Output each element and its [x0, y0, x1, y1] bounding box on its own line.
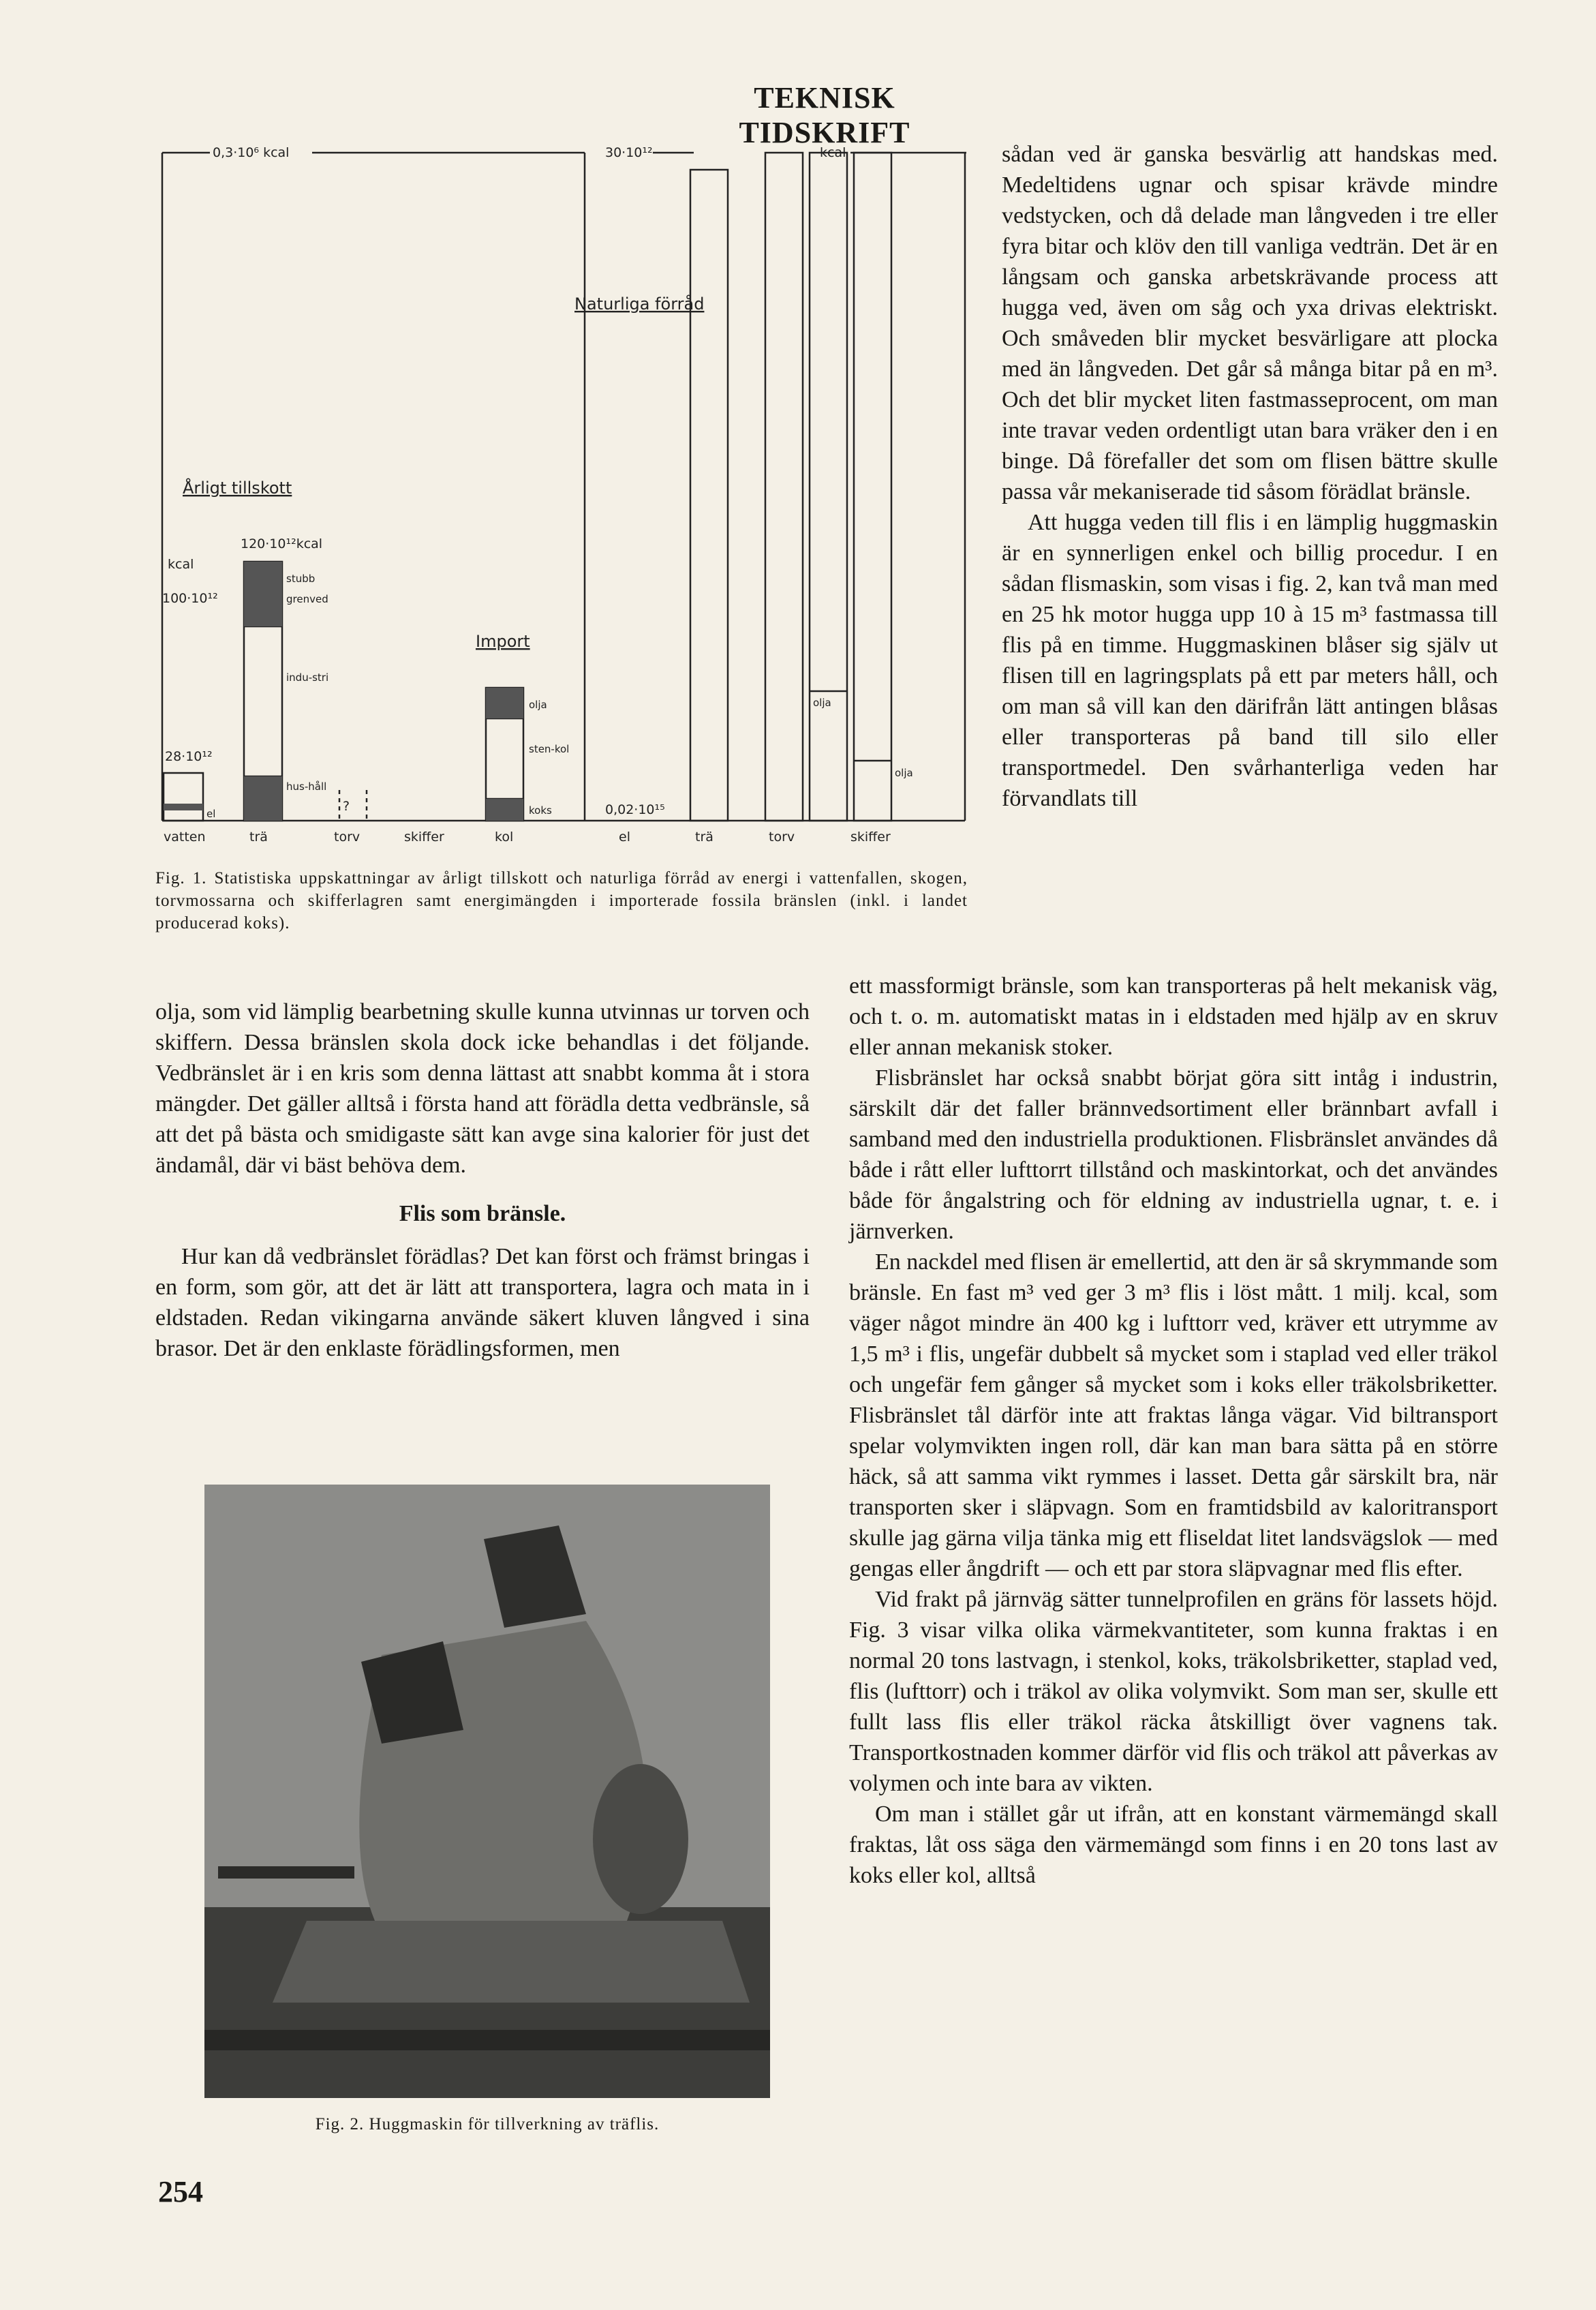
label-koks: koks: [529, 804, 552, 817]
label-grenved: grenved: [286, 593, 328, 605]
left-column: [155, 997, 810, 1364]
journal-header: TEKNISK TIDSKRIFT: [739, 81, 910, 149]
label-28: 28·10¹²: [165, 749, 213, 764]
paragraph: ett massformigt bränsle, som kan transporteras på helt mekanisk väg, och t. o. m. automatiskt matas in i eldstaden med hjälp av en skruv eller annan mekanisk stoker.: [849, 973, 1498, 1060]
section-heading: Flis som bränsle.: [399, 1201, 566, 1226]
label-top-mid: 30·10¹²: [605, 145, 653, 160]
figure-1-caption: Fig. 1. Statistiska uppskattningar av årligt tillskott och naturliga förråd av energi i vattenfallen, skogen, torvmossarna och skifferlagren samt energimängden i importerade fossila bränslen (inkl. i landet producerad koks).: [155, 869, 968, 932]
label-100: 100·10¹²: [162, 591, 218, 606]
paragraph: Om man i stället går ut ifrån, att en konstant värmemängd skall fraktas, låt oss säga den värmemängd som finns i en 20 tons last av koks eller kol, alltså: [849, 1802, 1498, 1888]
x-label: trä: [249, 830, 268, 845]
label-import: Import: [476, 632, 530, 651]
label-el-annual: el: [206, 808, 216, 820]
right-column-lower: [849, 971, 1498, 1891]
figure-1: [155, 139, 968, 862]
label-stubb: stubb: [286, 573, 316, 585]
x-label: skiffer: [404, 830, 444, 845]
label-annual: Årligt tillskott: [183, 478, 292, 498]
label-hushall: hus-håll: [286, 780, 327, 793]
paragraph: Att hugga veden till flis i en lämplig huggmaskin är en synnerligen enkel och billig procedur. I en sådan flismaskin, som visas i fig. 2, kan två man med en 25 hk motor hugga upp 10 à 15 m³ fastmassa till flis på en timme. Huggmaskinen blåser sig själv ut flisen till en lagringsplats på ett par meters håll, och om man så vill kan den därifrån lätt antingen blåsas eller transporteras på band till silo eller transportmedel. Den svårhanterliga veden har förvandlats till: [1002, 510, 1498, 811]
label-industri: indu-stri: [286, 671, 329, 684]
label-olja-skiffer: olja: [895, 767, 913, 779]
paragraph: Vid frakt på järnväg sätter tunnelprofilen en gräns för lassets höjd. Fig. 3 visar vilka olika värmekvantiteter, som kunna fraktas i en normal 20 tons lastvagn, i stenkol, koks, träkolsbriketter, staplad ved, flis (lufttorr) och i träkol av olika volymvikt. Som man ser, skulle ett fullt lass flis eller träkol räcka åtskilligt över vagnens tak. Transportkostnaden kommer därför vid flis och träkol att påverkas av volymen och inte bara av vikten.: [849, 1587, 1498, 1796]
x-axis-labels: [164, 830, 891, 845]
paragraph: Hur kan då vedbränslet förädlas? Det kan först och främst bringas i en form, som gör, att det är lätt att transportera, lagra och mata in i eldstaden. Redan vikingarna använde säkert kluven långved i sina brasor. Det är den enklaste förädlingsformen, men: [155, 1244, 810, 1361]
figure-2-caption: Fig. 2. Huggmaskin för tillverkning av träflis.: [315, 2115, 660, 2133]
x-label: torv: [334, 830, 360, 845]
page-number: 254: [158, 2175, 203, 2208]
figure-2-photo: [204, 1485, 770, 2098]
x-label: torv: [769, 830, 795, 845]
right-column-upper: [1002, 139, 1498, 814]
label-olja-import: olja: [529, 699, 547, 711]
label-kcal: kcal: [168, 557, 194, 572]
label-120: 120·10¹²kcal: [241, 536, 323, 551]
energy-chart: [155, 139, 968, 862]
paragraph: sådan ved är ganska besvärlig att handskas med. Medeltidens ugnar och spisar krävde mindre vedstycken, och då delade man långveden i tre eller fyra bitar och klöv den till vanliga vedträn. Det är en långsam och ganska arbetskrävande process att hugga ved, även om såg och yxa drivas elektriskt. Och småveden blir mycket besvärligare att plocka med än långveden. Det går så många bitar på en m³. Och det blir mycket liten fastmasseprocent, om man inte travar veden ordentligt utan bara vräker den i en binge. Då förefaller det som om flisen bättre skulle passa vår mekaniserade tid såsom förädlat bränsle.: [1002, 142, 1498, 504]
chipper-machine-image: [204, 1485, 770, 2098]
paragraph: En nackdel med flisen är emellertid, att den är så skrymmande som bränsle. En fast m³ ved ger 3 m³ flis i löst mått. 1 milj. kcal, som väger något mindre än 400 kg i lufttorr ved, kräver ett utrymme av 1,5 m³ i flis, ungefär dubbelt så mycket som i staplad ved eller träkol och ungefär fem gånger så mycket som i koks eller träkolsbriketter. Flisbränslet tål därför inte att fraktas långa vägar. Vid biltransport spelar volymvikten ingen roll, där kan man bara sätta på en större häck, så att samma vikt rymmes i lasset. Detta går särskilt bra, när transporten sker i släpvagn. Som en framtidsbild av kaloritransport skulle jag gärna vilja tänka mig ett fliseldat litet landsvägslok — med gengas eller ångdrift — och ett par stora släpvagnar med flis efter.: [849, 1249, 1498, 1581]
label-top-left: 0,3·10⁶ kcal: [213, 145, 290, 160]
label-olja-torv: olja: [813, 697, 831, 709]
x-label: kol: [495, 830, 514, 845]
label-top-right: kcal: [820, 145, 846, 160]
paragraph: Flisbränslet har också snabbt börjat göra sitt intåg i industrin, särskilt där det faller brännvedsortiment eller brännbart avfall i samband med den industriella produktionen. Flisbränslet användes då både i rått eller lufttorrt tillstånd och maskintorkat, och det användes både för ångalstring och för eldning av industriella ugnar, t. e. i järnverken.: [849, 1065, 1498, 1244]
label-002: 0,02·10¹⁵: [605, 802, 665, 817]
x-label: skiffer: [850, 830, 891, 845]
x-label: el: [619, 830, 630, 845]
x-label: trä: [695, 830, 713, 845]
label-natural: Naturliga förråd: [574, 294, 705, 314]
label-question: ?: [343, 799, 350, 814]
x-label: vatten: [164, 830, 206, 845]
paragraph: olja, som vid lämplig bearbetning skulle kunna utvinnas ur torven och skiffern. Dessa bränslen skola dock icke behandlas i det följande. Vedbränslet är i en kris som denna lättast att snabbt komma åt i stora mängder. Det gäller alltså i första hand att förädla detta vedbränsle, så att det på bästa och smidigaste sätt kan avge sina kalorier för just det ändamål, där vi bäst behöva dem.: [155, 999, 810, 1178]
label-stenkol: sten-kol: [529, 743, 570, 755]
